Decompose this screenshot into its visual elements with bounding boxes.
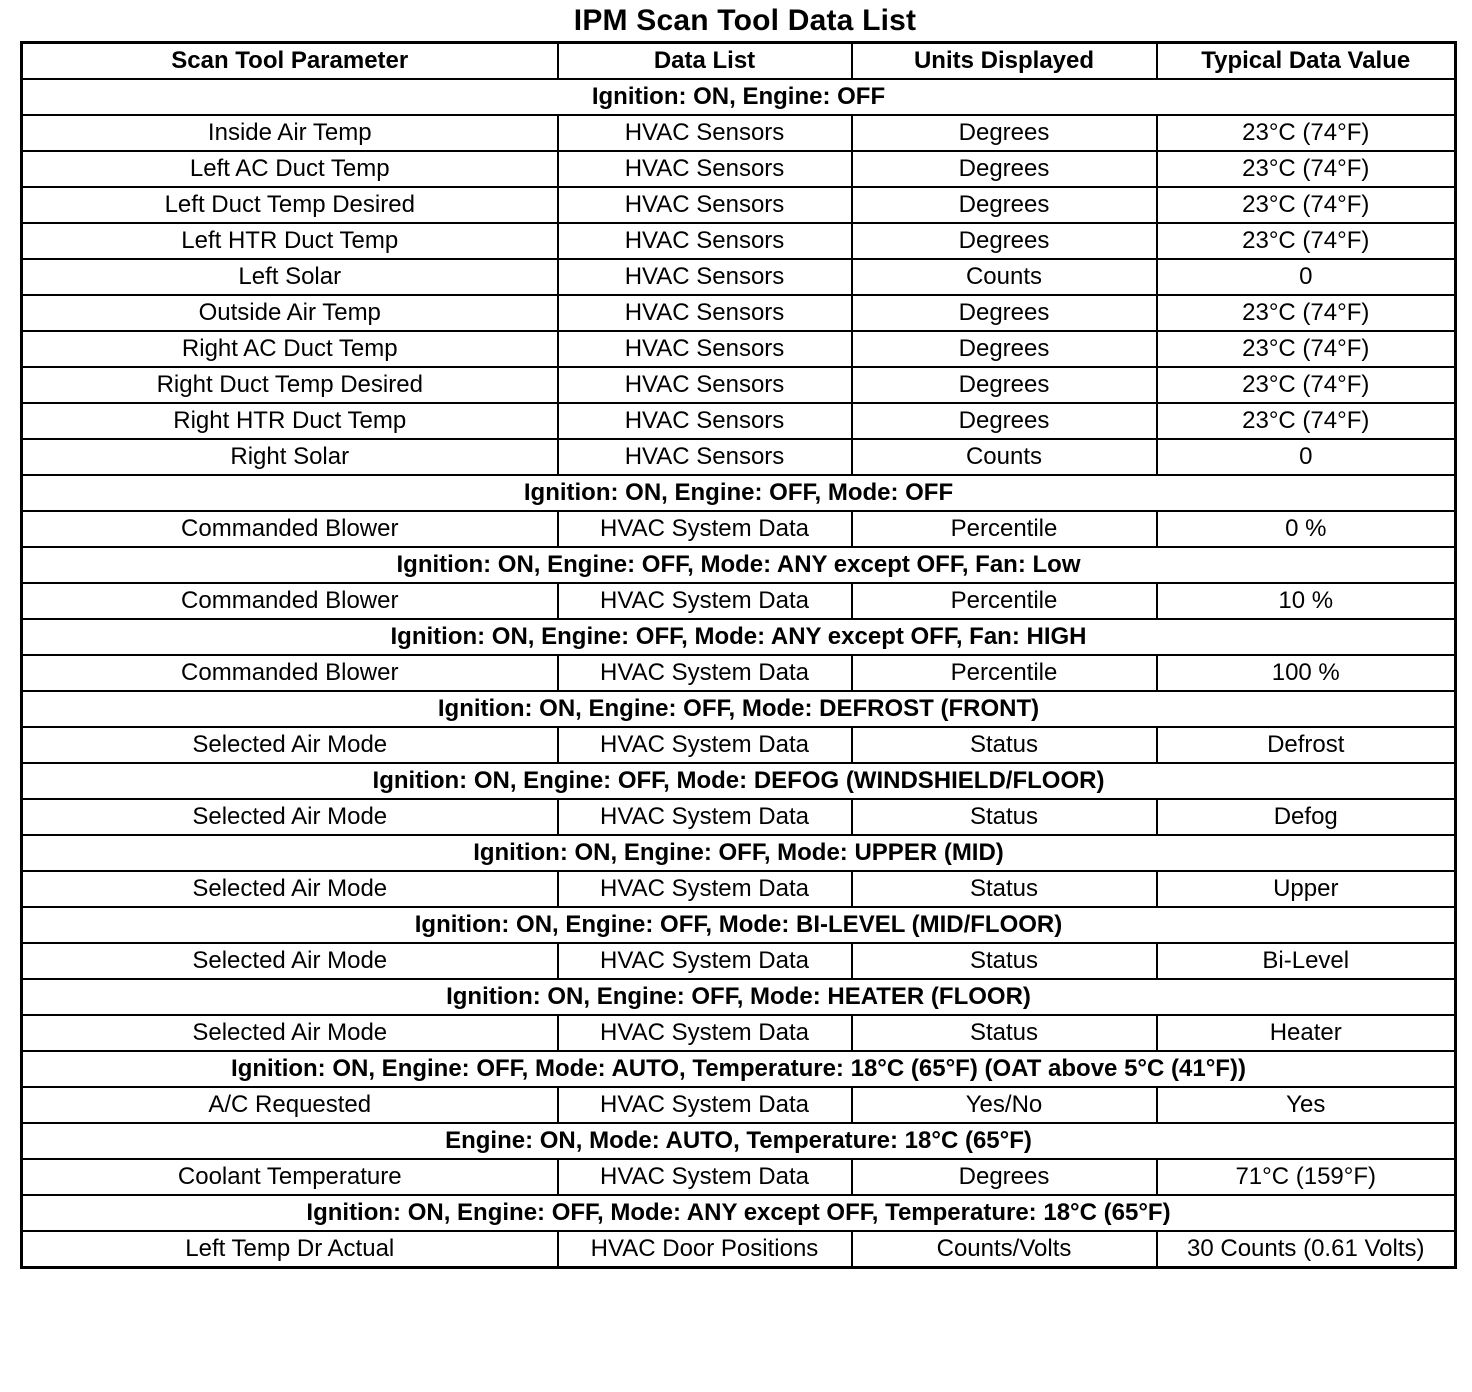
data-list-cell: HVAC Door Positions bbox=[558, 1231, 852, 1268]
column-header-parameter: Scan Tool Parameter bbox=[22, 43, 558, 80]
condition-text: Ignition: ON, Engine: OFF, Mode: ANY except OFF, Fan: Low bbox=[22, 547, 1456, 583]
typical-value-cell: Defrost bbox=[1157, 727, 1456, 763]
condition-text: Ignition: ON, Engine: OFF, Mode: AUTO, Temperature: 18°C (65°F) (OAT above 5°C (41°F)) bbox=[22, 1051, 1456, 1087]
parameter-cell: Selected Air Mode bbox=[22, 799, 558, 835]
units-cell: Degrees bbox=[852, 295, 1157, 331]
units-cell: Percentile bbox=[852, 511, 1157, 547]
data-list-cell: HVAC Sensors bbox=[558, 331, 852, 367]
data-list-cell: HVAC Sensors bbox=[558, 259, 852, 295]
table-row bbox=[22, 403, 1456, 439]
typical-value-cell: 23°C (74°F) bbox=[1157, 367, 1456, 403]
typical-value-cell: 100 % bbox=[1157, 655, 1456, 691]
typical-value-cell: Upper bbox=[1157, 871, 1456, 907]
data-list-cell: HVAC System Data bbox=[558, 799, 852, 835]
units-cell: Counts/Volts bbox=[852, 1231, 1157, 1268]
typical-value-cell: 23°C (74°F) bbox=[1157, 151, 1456, 187]
table-row bbox=[22, 1087, 1456, 1123]
condition-text: Ignition: ON, Engine: OFF, Mode: HEATER (FLOOR) bbox=[22, 979, 1456, 1015]
typical-value-cell: 23°C (74°F) bbox=[1157, 295, 1456, 331]
parameter-cell: Selected Air Mode bbox=[22, 1015, 558, 1051]
table-row bbox=[22, 367, 1456, 403]
data-list-cell: HVAC Sensors bbox=[558, 295, 852, 331]
condition-text: Ignition: ON, Engine: OFF, Mode: ANY except OFF, Temperature: 18°C (65°F) bbox=[22, 1195, 1456, 1231]
table-row bbox=[22, 1231, 1456, 1268]
data-list-cell: HVAC Sensors bbox=[558, 439, 852, 475]
column-header-typical-value: Typical Data Value bbox=[1157, 43, 1456, 80]
table-row bbox=[22, 151, 1456, 187]
table-body bbox=[22, 79, 1456, 1268]
condition-text: Engine: ON, Mode: AUTO, Temperature: 18°C (65°F) bbox=[22, 1123, 1456, 1159]
condition-row bbox=[22, 79, 1456, 115]
parameter-cell: Selected Air Mode bbox=[22, 727, 558, 763]
table-row bbox=[22, 943, 1456, 979]
typical-value-cell: 30 Counts (0.61 Volts) bbox=[1157, 1231, 1456, 1268]
data-list-cell: HVAC Sensors bbox=[558, 187, 852, 223]
data-list-cell: HVAC Sensors bbox=[558, 403, 852, 439]
data-list-cell: HVAC Sensors bbox=[558, 223, 852, 259]
parameter-cell: Left HTR Duct Temp bbox=[22, 223, 558, 259]
typical-value-cell: 23°C (74°F) bbox=[1157, 115, 1456, 151]
units-cell: Status bbox=[852, 727, 1157, 763]
condition-text: Ignition: ON, Engine: OFF, Mode: DEFROST (FRONT) bbox=[22, 691, 1456, 727]
parameter-cell: Right AC Duct Temp bbox=[22, 331, 558, 367]
parameter-cell: Selected Air Mode bbox=[22, 871, 558, 907]
units-cell: Degrees bbox=[852, 331, 1157, 367]
units-cell: Status bbox=[852, 943, 1157, 979]
condition-row bbox=[22, 907, 1456, 943]
table-row bbox=[22, 727, 1456, 763]
units-cell: Status bbox=[852, 871, 1157, 907]
typical-value-cell: Defog bbox=[1157, 799, 1456, 835]
data-list-cell: HVAC System Data bbox=[558, 583, 852, 619]
condition-row bbox=[22, 979, 1456, 1015]
parameter-cell: Selected Air Mode bbox=[22, 943, 558, 979]
data-list-cell: HVAC System Data bbox=[558, 511, 852, 547]
condition-row bbox=[22, 1051, 1456, 1087]
typical-value-cell: 23°C (74°F) bbox=[1157, 403, 1456, 439]
condition-text: Ignition: ON, Engine: OFF, Mode: BI-LEVEL (MID/FLOOR) bbox=[22, 907, 1456, 943]
column-header-units: Units Displayed bbox=[852, 43, 1157, 80]
parameter-cell: Commanded Blower bbox=[22, 511, 558, 547]
units-cell: Degrees bbox=[852, 223, 1157, 259]
units-cell: Degrees bbox=[852, 115, 1157, 151]
data-list-cell: HVAC Sensors bbox=[558, 115, 852, 151]
units-cell: Status bbox=[852, 1015, 1157, 1051]
condition-row bbox=[22, 475, 1456, 511]
units-cell: Degrees bbox=[852, 1159, 1157, 1195]
units-cell: Counts bbox=[852, 259, 1157, 295]
parameter-cell: Inside Air Temp bbox=[22, 115, 558, 151]
parameter-cell: Commanded Blower bbox=[22, 583, 558, 619]
condition-text: Ignition: ON, Engine: OFF bbox=[22, 79, 1456, 115]
typical-value-cell: 71°C (159°F) bbox=[1157, 1159, 1456, 1195]
table-row bbox=[22, 871, 1456, 907]
data-list-cell: HVAC Sensors bbox=[558, 151, 852, 187]
header-row bbox=[22, 43, 1456, 80]
parameter-cell: Left Temp Dr Actual bbox=[22, 1231, 558, 1268]
typical-value-cell: Yes bbox=[1157, 1087, 1456, 1123]
units-cell: Degrees bbox=[852, 367, 1157, 403]
parameter-cell: Coolant Temperature bbox=[22, 1159, 558, 1195]
typical-value-cell: 23°C (74°F) bbox=[1157, 223, 1456, 259]
column-header-data-list: Data List bbox=[558, 43, 852, 80]
parameter-cell: Left Solar bbox=[22, 259, 558, 295]
table-row bbox=[22, 295, 1456, 331]
parameter-cell: Commanded Blower bbox=[22, 655, 558, 691]
condition-text: Ignition: ON, Engine: OFF, Mode: ANY except OFF, Fan: HIGH bbox=[22, 619, 1456, 655]
typical-value-cell: Bi-Level bbox=[1157, 943, 1456, 979]
units-cell: Yes/No bbox=[852, 1087, 1157, 1123]
condition-row bbox=[22, 835, 1456, 871]
table-row bbox=[22, 583, 1456, 619]
condition-row bbox=[22, 1123, 1456, 1159]
parameter-cell: Left Duct Temp Desired bbox=[22, 187, 558, 223]
typical-value-cell: 0 bbox=[1157, 439, 1456, 475]
typical-value-cell: 23°C (74°F) bbox=[1157, 331, 1456, 367]
table-row bbox=[22, 511, 1456, 547]
condition-row bbox=[22, 619, 1456, 655]
units-cell: Counts bbox=[852, 439, 1157, 475]
table-row bbox=[22, 223, 1456, 259]
parameter-cell: Outside Air Temp bbox=[22, 295, 558, 331]
page-title: IPM Scan Tool Data List bbox=[573, 4, 917, 37]
data-list-cell: HVAC System Data bbox=[558, 943, 852, 979]
table-row bbox=[22, 187, 1456, 223]
data-list-cell: HVAC System Data bbox=[558, 1159, 852, 1195]
typical-value-cell: 0 % bbox=[1157, 511, 1456, 547]
table-row bbox=[22, 331, 1456, 367]
table-row bbox=[22, 655, 1456, 691]
table-row bbox=[22, 799, 1456, 835]
typical-value-cell: 0 bbox=[1157, 259, 1456, 295]
parameter-cell: Left AC Duct Temp bbox=[22, 151, 558, 187]
typical-value-cell: Heater bbox=[1157, 1015, 1456, 1051]
data-list-cell: HVAC System Data bbox=[558, 1087, 852, 1123]
condition-row bbox=[22, 691, 1456, 727]
condition-row bbox=[22, 547, 1456, 583]
table-row bbox=[22, 439, 1456, 475]
parameter-cell: A/C Requested bbox=[22, 1087, 558, 1123]
condition-text: Ignition: ON, Engine: OFF, Mode: DEFOG (WINDSHIELD/FLOOR) bbox=[22, 763, 1456, 799]
table-row bbox=[22, 259, 1456, 295]
units-cell: Percentile bbox=[852, 583, 1157, 619]
table-row bbox=[22, 115, 1456, 151]
condition-text: Ignition: ON, Engine: OFF, Mode: UPPER (MID) bbox=[22, 835, 1456, 871]
table-row bbox=[22, 1159, 1456, 1195]
typical-value-cell: 10 % bbox=[1157, 583, 1456, 619]
parameter-cell: Right Solar bbox=[22, 439, 558, 475]
units-cell: Degrees bbox=[852, 187, 1157, 223]
data-list-cell: HVAC System Data bbox=[558, 727, 852, 763]
parameter-cell: Right Duct Temp Desired bbox=[22, 367, 558, 403]
condition-text: Ignition: ON, Engine: OFF, Mode: OFF bbox=[22, 475, 1456, 511]
table-row bbox=[22, 1015, 1456, 1051]
data-list-cell: HVAC System Data bbox=[558, 1015, 852, 1051]
data-list-cell: HVAC Sensors bbox=[558, 367, 852, 403]
scan-tool-data-table bbox=[20, 41, 1457, 1269]
units-cell: Percentile bbox=[852, 655, 1157, 691]
units-cell: Degrees bbox=[852, 151, 1157, 187]
data-list-cell: HVAC System Data bbox=[558, 871, 852, 907]
typical-value-cell: 23°C (74°F) bbox=[1157, 187, 1456, 223]
parameter-cell: Right HTR Duct Temp bbox=[22, 403, 558, 439]
units-cell: Degrees bbox=[852, 403, 1157, 439]
condition-row bbox=[22, 1195, 1456, 1231]
condition-row bbox=[22, 763, 1456, 799]
data-list-cell: HVAC System Data bbox=[558, 655, 852, 691]
units-cell: Status bbox=[852, 799, 1157, 835]
